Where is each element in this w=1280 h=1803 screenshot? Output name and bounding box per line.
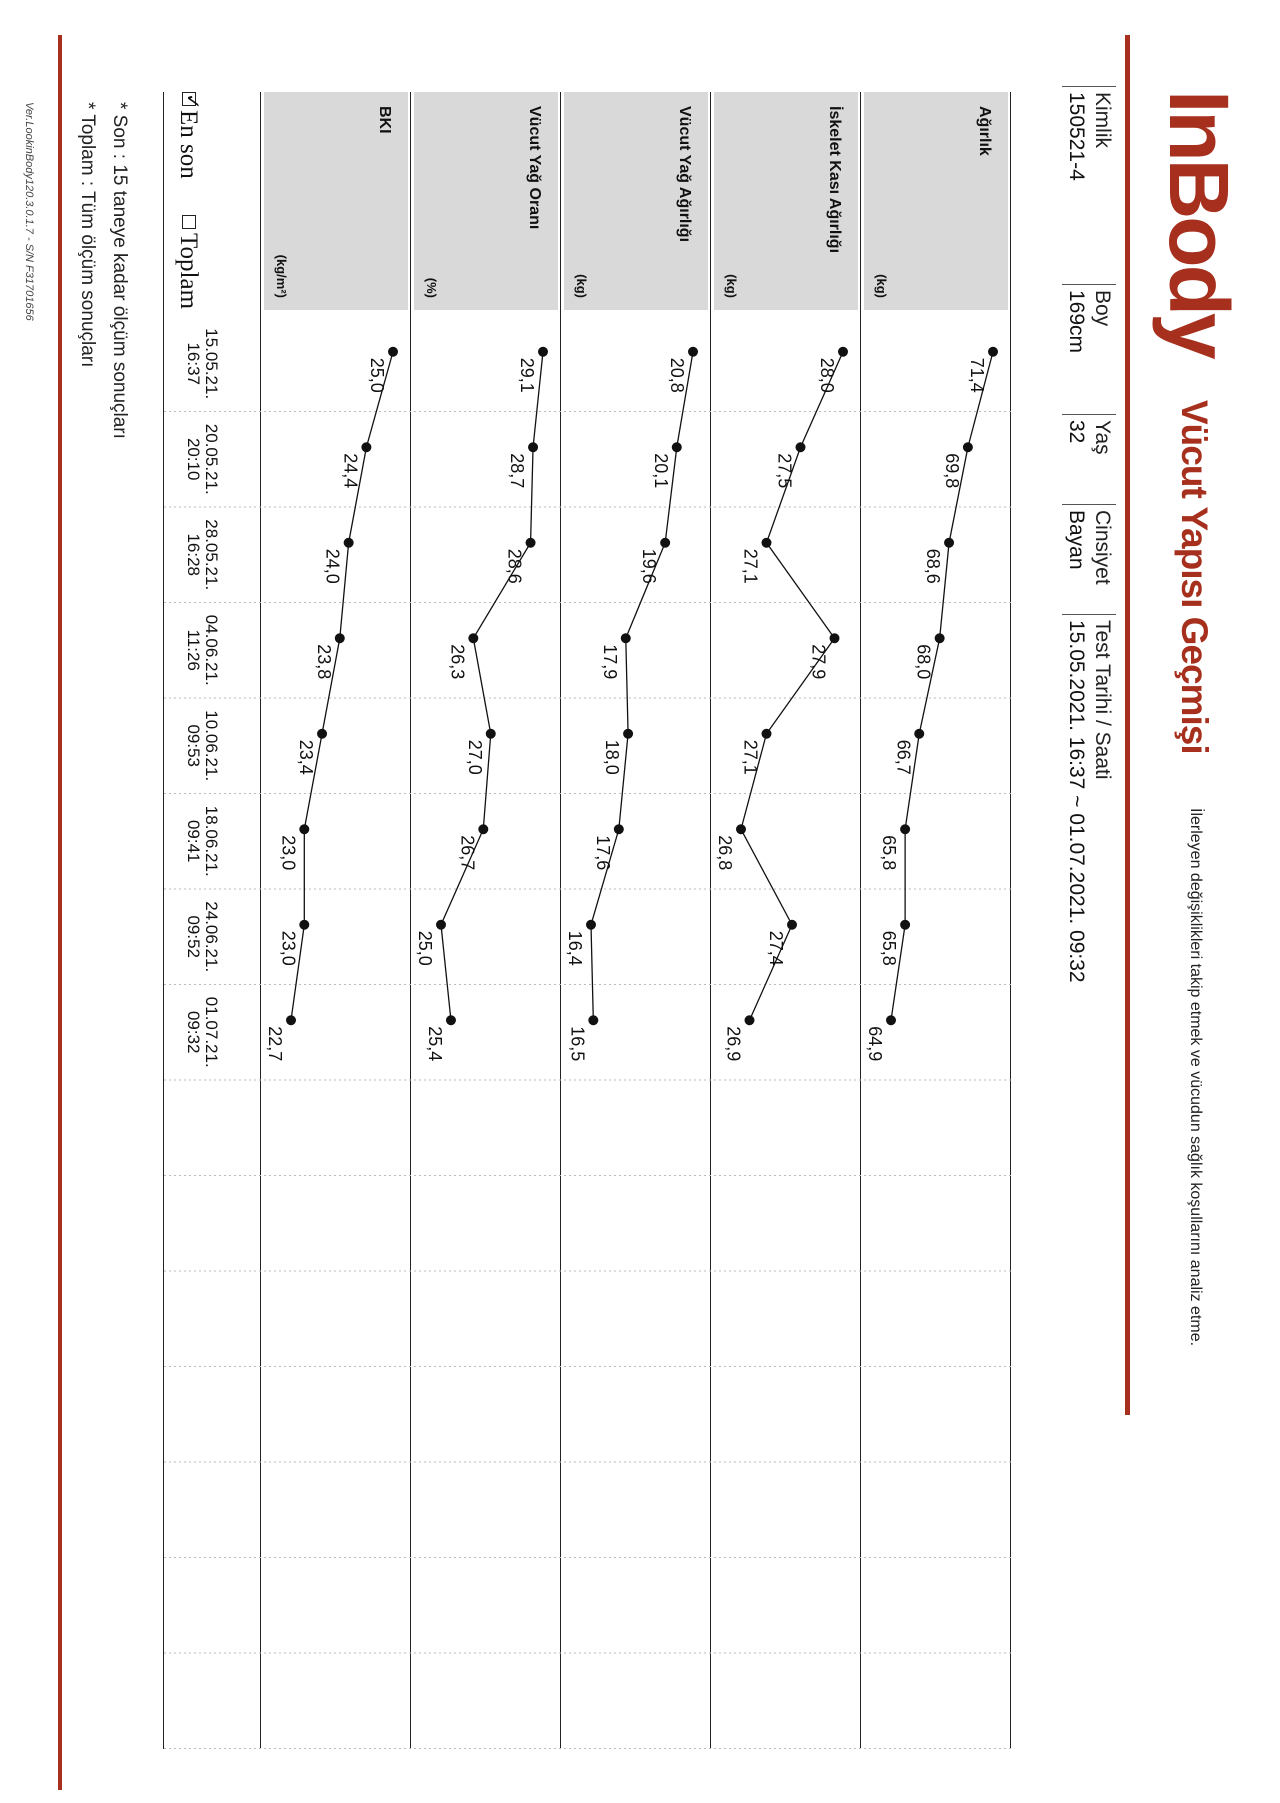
row-unit: (kg/m²) <box>274 254 289 298</box>
field-value: 150521-4 <box>1065 92 1088 181</box>
row-unit: (kg) <box>724 274 739 298</box>
data-point <box>796 442 806 452</box>
data-label: 23,0 <box>278 930 299 966</box>
page-subtitle: İlerleyen değişiklikleri takip etmek ve vücudun sağlık koşullarını analiz etme. <box>1187 808 1204 1347</box>
note-recent: * Son : 15 taneye kadar ölçüm sonuçları <box>109 102 130 439</box>
row-name: Ağırlık <box>976 106 993 156</box>
field-value: 32 <box>1065 420 1088 444</box>
series-line <box>291 352 393 1021</box>
data-label: 27,0 <box>464 739 485 775</box>
data-point <box>886 1015 896 1025</box>
data-label: 25,4 <box>424 1026 445 1062</box>
page-title: Vücut Yapısı Geçmişi <box>1174 400 1215 754</box>
data-point <box>388 347 398 357</box>
field-label: Boy <box>1091 290 1114 327</box>
data-label: 27,1 <box>740 548 761 584</box>
data-label: 25,0 <box>415 930 435 966</box>
data-label: 22,7 <box>265 1026 285 1062</box>
field-value: Bayan <box>1065 510 1088 570</box>
row-unit: (%) <box>424 277 439 298</box>
date-day: 24.06.21. <box>202 901 221 973</box>
field-label: Test Tarihi / Saati <box>1091 620 1114 780</box>
row-unit: (kg) <box>874 274 889 298</box>
data-label: 27,9 <box>808 644 829 680</box>
data-point <box>478 824 488 834</box>
data-point <box>446 1015 456 1025</box>
data-point <box>787 920 797 930</box>
data-point <box>526 538 536 548</box>
data-label: 23,8 <box>313 644 334 680</box>
total-label: Toplam <box>175 233 202 310</box>
data-point <box>335 633 345 643</box>
data-point <box>299 920 309 930</box>
data-point <box>963 442 973 452</box>
data-label: 28,7 <box>507 453 528 489</box>
option-recent[interactable] <box>174 92 202 179</box>
data-point <box>286 1015 296 1025</box>
date-time: 09:32 <box>184 1010 203 1054</box>
field-label: Kimlik <box>1091 92 1114 148</box>
data-label: 68,6 <box>923 548 944 584</box>
data-point <box>838 347 848 357</box>
data-label: 25,0 <box>367 357 387 393</box>
data-point <box>762 538 772 548</box>
data-label: 26,3 <box>447 644 468 680</box>
data-point <box>762 729 772 739</box>
recent-checkbox[interactable] <box>180 92 203 110</box>
data-point <box>528 442 538 452</box>
check-icon: ✓ <box>180 93 203 110</box>
data-point <box>486 729 496 739</box>
data-label: 65,8 <box>879 930 900 966</box>
data-point <box>660 538 670 548</box>
data-label: 27,4 <box>766 930 786 966</box>
row-name: İskelet Kası Ağırlığı <box>826 106 843 254</box>
data-label: 27,1 <box>740 739 761 775</box>
data-point <box>830 633 840 643</box>
date-day: 28.05.21. <box>202 519 221 591</box>
field-value: 15.05.2021. 16:37 ~ 01.07.2021. 09:32 <box>1065 620 1088 983</box>
data-point <box>688 347 698 357</box>
data-point <box>317 729 327 739</box>
data-label: 28,6 <box>504 548 525 584</box>
inbody-logo: InBody <box>1152 90 1246 357</box>
data-label: 29,1 <box>517 357 537 393</box>
data-label: 26,7 <box>457 835 478 871</box>
data-label: 28,0 <box>817 357 837 393</box>
data-label: 18,0 <box>602 739 623 775</box>
data-label: 20,8 <box>667 357 687 393</box>
data-point <box>614 824 624 834</box>
data-label: 16,5 <box>567 1026 588 1062</box>
data-label: 65,8 <box>879 835 900 871</box>
data-label: 71,4 <box>967 357 987 393</box>
data-label: 23,0 <box>278 835 299 871</box>
data-point <box>361 442 371 452</box>
data-point <box>623 729 633 739</box>
date-time: 16:28 <box>184 533 203 577</box>
series-line <box>441 352 543 1021</box>
row-name: Vücut Yağ Oranı <box>526 106 543 230</box>
date-time: 16:37 <box>184 342 203 386</box>
note-total: * Toplam : Tüm ölçüm sonuçları <box>77 102 98 368</box>
data-label: 69,8 <box>941 453 962 489</box>
data-point <box>745 1015 755 1025</box>
date-day: 01.07.21. <box>202 996 221 1068</box>
date-day: 20.05.21. <box>202 423 221 495</box>
data-label: 68,0 <box>913 644 934 680</box>
data-point <box>436 920 446 930</box>
data-label: 26,8 <box>715 835 735 871</box>
data-point <box>588 1015 598 1025</box>
data-label: 20,1 <box>650 453 671 489</box>
data-label: 27,5 <box>774 453 795 489</box>
data-label: 16,4 <box>565 930 585 966</box>
date-time: 09:53 <box>184 724 203 768</box>
data-point <box>586 920 596 930</box>
data-label: 24,4 <box>340 453 361 489</box>
row-name: Vücut Yağ Ağırlığı <box>676 106 693 243</box>
date-time: 09:41 <box>184 819 203 863</box>
data-label: 19,6 <box>639 548 660 584</box>
date-time: 09:52 <box>184 915 203 959</box>
row-unit: (kg) <box>574 274 589 298</box>
data-point <box>468 633 478 643</box>
date-day: 15.05.21. <box>202 328 221 400</box>
data-point <box>736 824 746 834</box>
data-label: 23,4 <box>296 739 317 775</box>
data-point <box>900 824 910 834</box>
date-day: 10.06.21. <box>202 710 221 782</box>
data-point <box>538 347 548 357</box>
data-label: 64,9 <box>865 1026 885 1062</box>
data-point <box>621 633 631 643</box>
data-point <box>944 538 954 548</box>
data-point <box>344 538 354 548</box>
field-value: 169cm <box>1065 290 1088 354</box>
option-total[interactable] <box>174 215 202 309</box>
data-label: 66,7 <box>893 739 914 775</box>
version-text: Ver.LookinBody120.3.0.1.7 - S/N F31701656 <box>23 102 35 321</box>
data-point <box>900 920 910 930</box>
data-label: 17,9 <box>599 644 620 680</box>
data-point <box>672 442 682 452</box>
data-label: 17,6 <box>592 835 613 871</box>
date-time: 20:10 <box>184 437 203 481</box>
data-point <box>914 729 924 739</box>
field-label: Cinsiyet <box>1091 510 1114 585</box>
recent-label: En son <box>175 110 202 179</box>
total-checkbox[interactable] <box>182 215 196 229</box>
date-day: 18.06.21. <box>202 805 221 877</box>
date-day: 04.06.21. <box>202 614 221 686</box>
row-name: BKI <box>376 106 393 134</box>
date-time: 11:26 <box>184 629 203 671</box>
data-point <box>935 633 945 643</box>
field-label: Yaş <box>1091 420 1114 455</box>
data-label: 26,9 <box>723 1026 744 1062</box>
data-point <box>988 347 998 357</box>
data-point <box>299 824 309 834</box>
data-label: 24,0 <box>322 548 343 584</box>
